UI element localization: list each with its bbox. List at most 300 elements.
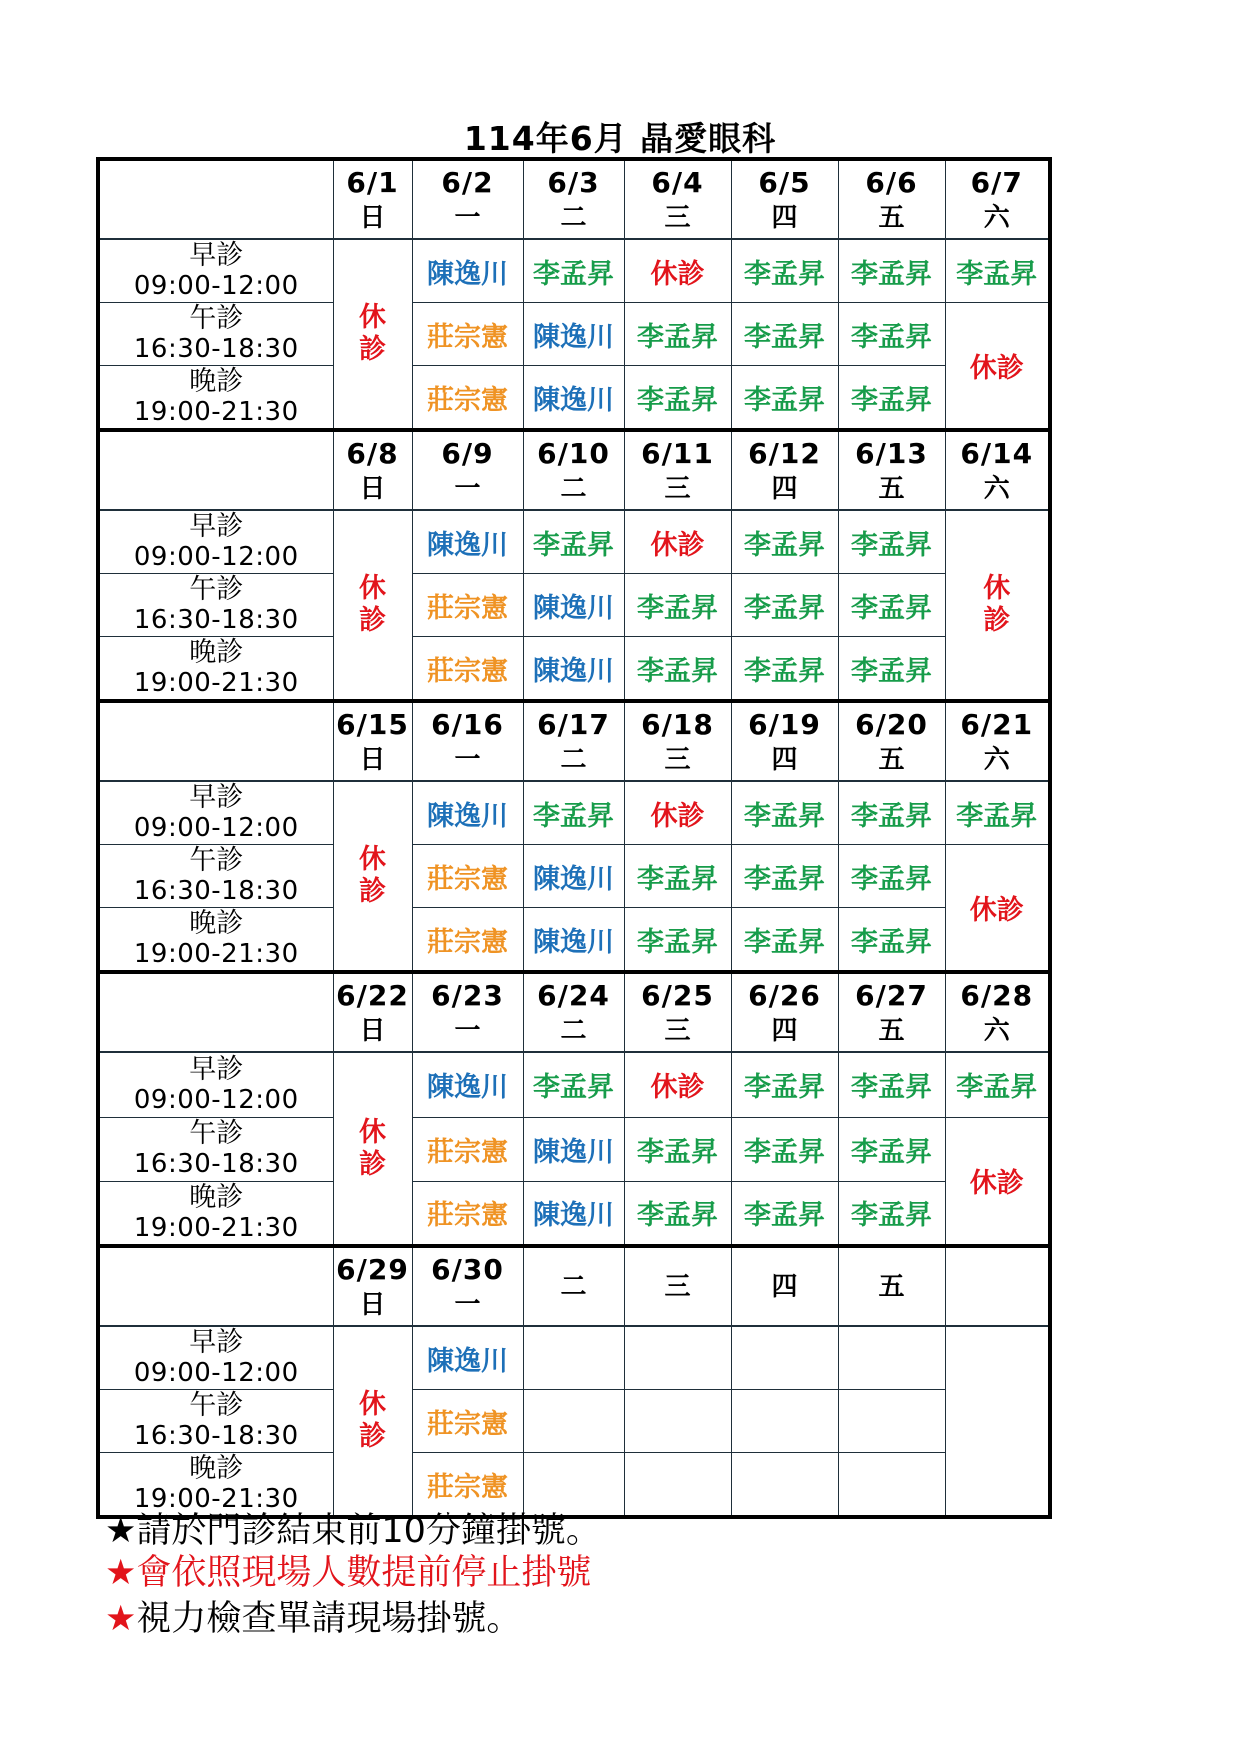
date-label: 6/11: [641, 436, 714, 470]
doctor-cell: [523, 239, 624, 303]
slot-label-cell: [98, 781, 333, 845]
doctor-cell: [624, 366, 731, 431]
doctor-name: 李孟昇: [851, 592, 932, 624]
doctor-name: 莊宗憲: [427, 1408, 508, 1440]
date-header: [412, 1246, 523, 1326]
doctor-cell: [523, 1181, 624, 1246]
slot-row: [98, 637, 1050, 702]
date-label: 6/19: [748, 707, 821, 741]
header-blank: [98, 701, 333, 781]
doctor-cell: [838, 366, 945, 431]
doctor-cell: [945, 781, 1050, 845]
doctor-name: 李孟昇: [956, 258, 1038, 290]
doctor-cell: [412, 239, 523, 303]
doctor-cell: [412, 845, 523, 908]
slot-label-cell: [98, 1390, 333, 1453]
doctor-cell: [523, 366, 624, 431]
slot-name: 晚診: [189, 637, 244, 668]
empty-cell: [624, 1326, 731, 1390]
doctor-cell: [838, 1052, 945, 1117]
weekday-label: 四: [771, 202, 798, 233]
doctor-name: 李孟昇: [637, 863, 718, 895]
doctor-cell: [412, 303, 523, 366]
slot-row: [98, 574, 1050, 637]
doctor-name: 莊宗憲: [427, 384, 508, 416]
date-header: [838, 701, 945, 781]
empty-cell: [523, 1326, 624, 1390]
slot-name: 午診: [189, 1118, 244, 1149]
doctor-name: 李孟昇: [637, 926, 718, 958]
empty-cell: [731, 1453, 838, 1518]
date-header: [333, 159, 412, 239]
doctor-cell: [523, 303, 624, 366]
week-header-row: [98, 159, 1050, 239]
date-header: [624, 1246, 731, 1326]
slot-time: 09:00-12:00: [133, 542, 299, 572]
date-header: [624, 701, 731, 781]
doctor-cell: [838, 239, 945, 303]
date-header: [731, 430, 838, 510]
date-header: [731, 972, 838, 1052]
weekday-label: 六: [983, 1015, 1010, 1046]
slot-name: 早診: [189, 511, 244, 542]
doctor-name: 李孟昇: [851, 655, 932, 687]
doctor-cell: [838, 845, 945, 908]
doctor-cell: [624, 637, 731, 702]
weekday-label: 四: [771, 744, 798, 775]
empty-cell: [838, 1390, 945, 1453]
weekday-label: 二: [560, 202, 587, 233]
date-header: [333, 430, 412, 510]
date-label: 6/14: [960, 436, 1034, 470]
slot-name: 晚診: [189, 1181, 244, 1213]
slot-label-cell: [98, 908, 333, 973]
date-header: [624, 159, 731, 239]
date-label: 6/24: [537, 978, 610, 1012]
doctor-cell: [523, 1052, 624, 1117]
slot-time: 16:30-18:30: [133, 876, 299, 906]
doctor-cell: [624, 845, 731, 908]
weekday-label: 一: [454, 744, 481, 775]
date-header: [731, 701, 838, 781]
date-label: 6/2: [441, 165, 494, 199]
slot-name: 晚診: [189, 908, 244, 939]
doctor-name: 李孟昇: [744, 321, 825, 353]
sunday-closed-cell: [333, 781, 412, 972]
doctor-cell: [412, 908, 523, 973]
weekday-label: 三: [664, 1271, 691, 1302]
doctor-cell: [731, 366, 838, 431]
date-header: [412, 701, 523, 781]
doctor-cell: [624, 510, 731, 574]
header-blank: [98, 972, 333, 1052]
saturday-closed-cell: [945, 845, 1050, 973]
doctor-name: 李孟昇: [637, 655, 718, 687]
slot-time: 19:00-21:30: [133, 1212, 299, 1243]
sunday-closed-cell: [333, 510, 412, 701]
doctor-cell: [838, 1117, 945, 1181]
slot-time: 09:00-12:00: [133, 1358, 299, 1388]
slot-row: [98, 845, 1050, 908]
date-header: [333, 972, 412, 1052]
doctor-name: 李孟昇: [956, 800, 1038, 832]
doctor-name: 李孟昇: [533, 1072, 614, 1104]
weekday-label: 一: [454, 1015, 481, 1046]
doctor-cell: [838, 510, 945, 574]
doctor-cell: [624, 1052, 731, 1117]
doctor-cell: [731, 574, 838, 637]
doctor-name: 李孟昇: [851, 1136, 932, 1168]
doctor-name: 莊宗憲: [427, 592, 508, 624]
doctor-cell: [624, 574, 731, 637]
date-label: 6/9: [441, 436, 494, 470]
weekday-label: 一: [454, 1289, 481, 1320]
date-label: 6/6: [865, 165, 918, 199]
note-register-before-end: ★請於門診結束前10分鐘掛號。: [105, 1511, 601, 1551]
date-label: 6/1: [346, 165, 399, 199]
doctor-name: 李孟昇: [851, 926, 932, 958]
doctor-name: 李孟昇: [637, 592, 718, 624]
doctor-cell: [412, 1052, 523, 1117]
doctor-cell: [731, 781, 838, 845]
doctor-name: 陳逸川: [427, 800, 508, 832]
doctor-name: 李孟昇: [637, 1200, 718, 1232]
empty-cell: [731, 1326, 838, 1390]
slot-name: 午診: [189, 303, 244, 334]
doctor-name: 陳逸川: [427, 529, 508, 561]
slot-time: 19:00-21:30: [133, 939, 299, 969]
star-icon: ★: [105, 1553, 137, 1593]
slot-name: 晚診: [189, 366, 244, 397]
slot-time: 16:30-18:30: [133, 1421, 299, 1451]
doctor-cell: [412, 574, 523, 637]
slot-row: [98, 1181, 1050, 1246]
closed-label: 休診: [359, 302, 386, 365]
empty-cell: [945, 1326, 1050, 1517]
weekday-label: 六: [983, 202, 1010, 233]
slot-time: 16:30-18:30: [133, 605, 299, 635]
weekday-label: 六: [983, 473, 1010, 504]
doctor-name: 李孟昇: [637, 321, 718, 353]
header-blank: [98, 159, 333, 239]
slot-label-cell: [98, 1326, 333, 1390]
doctor-name: 李孟昇: [533, 800, 614, 832]
doctor-name: 李孟昇: [851, 384, 932, 416]
weekday-label: 四: [771, 1271, 798, 1302]
slot-name: 午診: [189, 845, 244, 876]
slot-time: 19:00-21:30: [133, 668, 299, 698]
doctor-name: 李孟昇: [533, 258, 614, 290]
schedule-title: 114年6月 晶愛眼科: [463, 119, 777, 158]
date-header: [945, 701, 1050, 781]
doctor-cell: [523, 845, 624, 908]
doctor-cell: [523, 908, 624, 973]
doctor-cell: [412, 781, 523, 845]
date-label: 6/22: [336, 978, 409, 1012]
date-label: 6/20: [855, 707, 928, 741]
slot-row: [98, 1326, 1050, 1390]
slot-time: 09:00-12:00: [133, 271, 299, 301]
doctor-name: 李孟昇: [851, 1200, 932, 1232]
doctor-name: 李孟昇: [851, 863, 932, 895]
doctor-cell: [838, 781, 945, 845]
weekday-label: 五: [878, 202, 905, 233]
empty-cell: [523, 1390, 624, 1453]
doctor-cell: [412, 1181, 523, 1246]
doctor-cell: [412, 366, 523, 431]
date-header: [523, 701, 624, 781]
date-label: 6/13: [855, 436, 928, 470]
week-header-row: [98, 972, 1050, 1052]
closed-label: 休診: [359, 1389, 386, 1452]
weekday-label: 二: [560, 473, 587, 504]
doctor-cell: [731, 1052, 838, 1117]
date-header: [945, 972, 1050, 1052]
header-blank: [98, 1246, 333, 1326]
slot-label-cell: [98, 510, 333, 574]
date-header: [523, 159, 624, 239]
doctor-cell: [731, 239, 838, 303]
slot-time: 19:00-21:30: [133, 397, 299, 427]
empty-cell: [731, 1390, 838, 1453]
date-header: [731, 159, 838, 239]
date-header: [945, 1246, 1050, 1326]
doctor-name: 李孟昇: [851, 1072, 932, 1104]
date-header: [333, 1246, 412, 1326]
date-label: 6/4: [651, 165, 704, 199]
sunday-closed-cell: [333, 239, 412, 430]
doctor-cell: [523, 637, 624, 702]
doctor-cell: [523, 574, 624, 637]
date-header: [333, 701, 412, 781]
slot-name: 午診: [189, 1390, 244, 1421]
closed-label: 休診: [359, 844, 386, 907]
week-header-row: [98, 430, 1050, 510]
date-header: [412, 430, 523, 510]
doctor-name: 李孟昇: [744, 529, 825, 561]
doctor-name: 休診: [650, 529, 705, 561]
date-header: [624, 430, 731, 510]
slot-time: 16:30-18:30: [133, 334, 299, 364]
slot-time: 09:00-12:00: [133, 1084, 299, 1115]
weekday-label: 四: [771, 1015, 798, 1046]
doctor-cell: [838, 1181, 945, 1246]
date-label: 6/15: [336, 707, 409, 741]
weekday-label: 日: [359, 744, 386, 775]
doctor-name: 李孟昇: [744, 863, 825, 895]
weekday-label: 三: [664, 1015, 691, 1046]
doctor-name: 陳逸川: [533, 1200, 614, 1232]
header-blank: [98, 430, 333, 510]
date-header: [412, 972, 523, 1052]
doctor-cell: [838, 574, 945, 637]
doctor-cell: [412, 637, 523, 702]
date-label: 6/29: [336, 1252, 409, 1286]
week-header-row: [98, 701, 1050, 781]
slot-row: [98, 1117, 1050, 1181]
weekday-label: 三: [664, 202, 691, 233]
date-label: 6/25: [641, 978, 714, 1012]
slot-name: 晚診: [189, 1453, 244, 1484]
doctor-name: 陳逸川: [533, 926, 614, 958]
doctor-name: 李孟昇: [744, 1136, 825, 1168]
weekday-label: 二: [560, 1271, 587, 1302]
doctor-cell: [624, 1181, 731, 1246]
week-header-row: [98, 1246, 1050, 1326]
date-header: [838, 430, 945, 510]
closed-label: 休診: [969, 895, 1024, 926]
doctor-name: 陳逸川: [427, 1072, 508, 1104]
doctor-cell: [523, 781, 624, 845]
date-header: [523, 430, 624, 510]
date-header: [838, 159, 945, 239]
weekday-label: 一: [454, 473, 481, 504]
date-header: [624, 972, 731, 1052]
weekday-label: 日: [359, 202, 386, 233]
doctor-cell: [624, 908, 731, 973]
date-label: 6/5: [758, 165, 811, 199]
doctor-name: 李孟昇: [956, 1072, 1038, 1104]
saturday-closed-cell: [945, 303, 1050, 431]
date-label: 6/18: [641, 707, 714, 741]
date-header: [523, 1246, 624, 1326]
date-label: 6/17: [537, 707, 610, 741]
doctor-cell: [624, 781, 731, 845]
date-label: 6/23: [431, 978, 504, 1012]
doctor-name: 李孟昇: [744, 592, 825, 624]
note-vision-test: ★視力檢查單請現場掛號。: [105, 1599, 522, 1639]
doctor-name: 李孟昇: [744, 258, 825, 290]
date-header: [731, 1246, 838, 1326]
slot-label-cell: [98, 1117, 333, 1181]
doctor-cell: [731, 1181, 838, 1246]
slot-time: 19:00-21:30: [133, 1484, 299, 1514]
weekday-label: 五: [878, 1271, 905, 1302]
closed-label: 休診: [983, 573, 1011, 636]
weekday-label: 三: [664, 473, 691, 504]
doctor-name: 陳逸川: [427, 258, 508, 290]
doctor-cell: [945, 1052, 1050, 1117]
closed-label: 休診: [359, 573, 386, 636]
date-label: 6/8: [346, 436, 399, 470]
slot-row: [98, 908, 1050, 973]
doctor-name: 莊宗憲: [427, 655, 508, 687]
slot-label-cell: [98, 366, 333, 431]
doctor-cell: [731, 845, 838, 908]
empty-cell: [624, 1390, 731, 1453]
doctor-name: 李孟昇: [637, 384, 718, 416]
slot-row: [98, 781, 1050, 845]
date-label: 6/16: [431, 707, 504, 741]
doctor-name: 李孟昇: [744, 655, 825, 687]
slot-label-cell: [98, 574, 333, 637]
slot-name: 早診: [189, 240, 244, 271]
weekday-label: 五: [878, 1015, 905, 1046]
note-early-stop: ★會依照現場人數提前停止掛號: [105, 1553, 592, 1593]
slot-row: [98, 303, 1050, 366]
clinic-schedule-table: [96, 157, 1052, 1519]
slot-label-cell: [98, 303, 333, 366]
doctor-cell: [731, 510, 838, 574]
slot-time: 16:30-18:30: [133, 1149, 299, 1179]
doctor-name: 休診: [650, 800, 705, 832]
slot-name: 早診: [189, 1327, 244, 1358]
date-header: [412, 159, 523, 239]
doctor-name: 莊宗憲: [427, 1136, 508, 1168]
doctor-name: 李孟昇: [851, 800, 932, 832]
slot-label-cell: [98, 1181, 333, 1246]
date-label: 6/10: [537, 436, 610, 470]
doctor-cell: [412, 1326, 523, 1390]
doctor-name: 李孟昇: [851, 529, 932, 561]
doctor-name: 休診: [650, 1072, 705, 1104]
sunday-closed-cell: [333, 1052, 412, 1246]
weekday-label: 六: [983, 744, 1010, 775]
slot-row: [98, 239, 1050, 303]
doctor-cell: [624, 239, 731, 303]
doctor-cell: [838, 637, 945, 702]
doctor-name: 李孟昇: [744, 384, 825, 416]
weekday-label: 日: [359, 1289, 386, 1320]
slot-name: 早診: [189, 782, 244, 813]
doctor-name: 李孟昇: [533, 529, 614, 561]
doctor-cell: [838, 908, 945, 973]
doctor-name: 莊宗憲: [427, 863, 508, 895]
doctor-cell: [412, 510, 523, 574]
saturday-closed-cell: [945, 1117, 1050, 1246]
date-label: 6/3: [547, 165, 600, 199]
doctor-name: 莊宗憲: [427, 321, 508, 353]
slot-row: [98, 1052, 1050, 1117]
weekday-label: 四: [771, 473, 798, 504]
slot-name: 早診: [189, 1053, 244, 1085]
doctor-name: 李孟昇: [744, 800, 825, 832]
date-label: 6/26: [748, 978, 821, 1012]
date-header: [945, 159, 1050, 239]
slot-label-cell: [98, 637, 333, 702]
doctor-name: 陳逸川: [533, 592, 614, 624]
weekday-label: 日: [359, 473, 386, 504]
weekday-label: 一: [454, 202, 481, 233]
doctor-name: 莊宗憲: [427, 926, 508, 958]
doctor-name: 陳逸川: [533, 863, 614, 895]
weekday-label: 三: [664, 744, 691, 775]
date-label: 6/21: [960, 707, 1034, 741]
slot-row: [98, 1390, 1050, 1453]
weekday-label: 五: [878, 744, 905, 775]
doctor-name: 李孟昇: [744, 1200, 825, 1232]
slot-name: 午診: [189, 574, 244, 605]
doctor-cell: [838, 303, 945, 366]
doctor-name: 休診: [650, 258, 705, 290]
doctor-name: 陳逸川: [427, 1345, 508, 1377]
star-icon: ★: [105, 1511, 137, 1551]
closed-label: 休診: [969, 353, 1024, 384]
date-label: 6/12: [748, 436, 821, 470]
doctor-cell: [624, 303, 731, 366]
doctor-name: 李孟昇: [744, 926, 825, 958]
date-header: [945, 430, 1050, 510]
weekday-label: 五: [878, 473, 905, 504]
slot-label-cell: [98, 1052, 333, 1117]
slot-time: 09:00-12:00: [133, 813, 299, 843]
date-header: [523, 972, 624, 1052]
weekday-label: 日: [359, 1015, 386, 1046]
empty-cell: [624, 1453, 731, 1518]
slot-label-cell: [98, 845, 333, 908]
closed-label: 休診: [969, 1168, 1024, 1200]
doctor-name: 陳逸川: [533, 384, 614, 416]
